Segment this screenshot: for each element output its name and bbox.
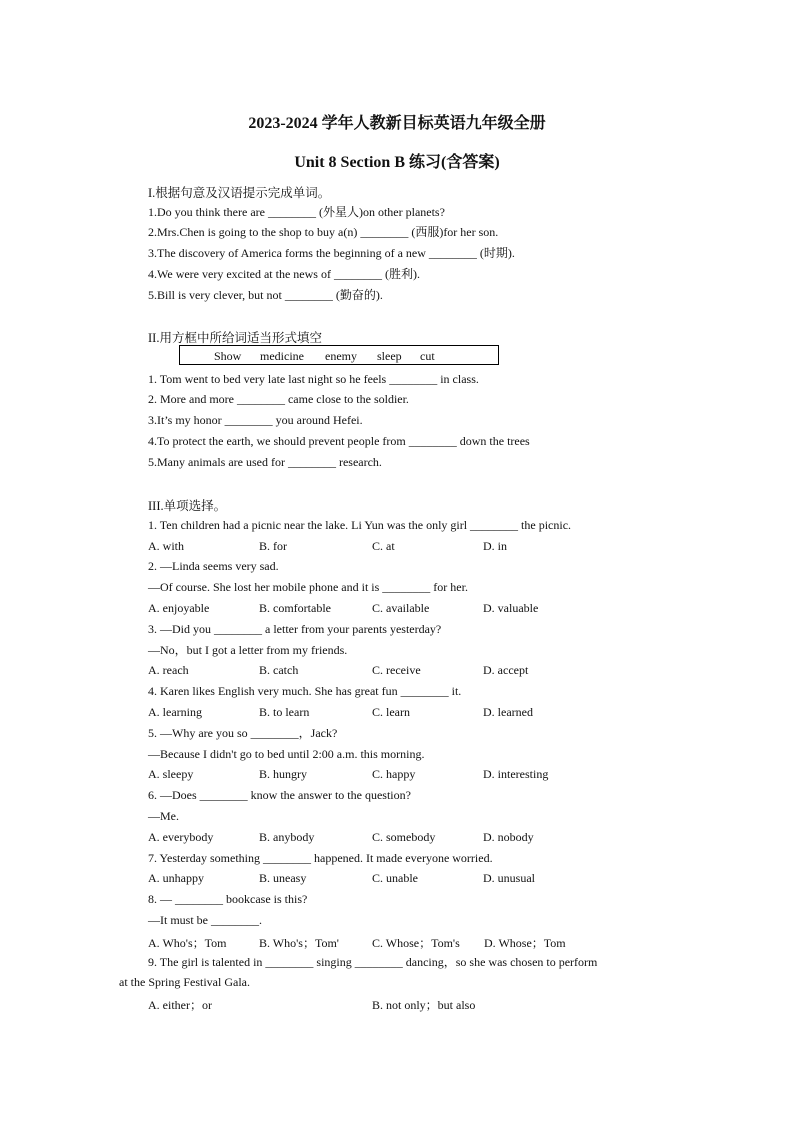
option-c: C. receive [372, 663, 421, 677]
section1-item: 5.Bill is very clever, but not ________ (勤奋的). [148, 288, 383, 302]
question-stem: 5. —Why are you so ________，Jack? [148, 726, 338, 740]
option-b: B. catch [259, 663, 299, 677]
question-stem: 7. Yesterday something ________ happened. It made everyone worried. [148, 851, 493, 865]
question-stem: —Of course. She lost her mobile phone and it is ________ for her. [148, 580, 468, 594]
option-d: D. unusual [483, 871, 535, 885]
option-a: A. unhappy [148, 871, 204, 885]
section1-item: 1.Do you think there are ________ (外星人)on other planets? [148, 205, 445, 219]
section3-heading: III.单项选择。 [148, 499, 227, 513]
option-c: C. Whose；Tom's [372, 936, 460, 950]
option-d: D. valuable [483, 601, 539, 615]
word-box-word: enemy [325, 349, 357, 363]
option-d: D. interesting [483, 767, 549, 781]
document-title: 2023-2024 学年人教新目标英语九年级全册 [248, 115, 546, 132]
question-stem: 2. —Linda seems very sad. [148, 559, 279, 573]
section1-item: 2.Mrs.Chen is going to the shop to buy a(n) ________ (西服)for her son. [148, 225, 499, 239]
option-b: B. to learn [259, 705, 310, 719]
question-stem: —Because I didn't go to bed until 2:00 a.m. this morning. [148, 747, 425, 761]
question-stem: 3. —Did you ________ a letter from your parents yesterday? [148, 622, 442, 636]
option-b: B. anybody [259, 830, 315, 844]
option-c: C. happy [372, 767, 416, 781]
question-stem: —Me. [148, 809, 179, 823]
option-b: B. uneasy [259, 871, 307, 885]
question-stem: 1. Ten children had a picnic near the lake. Li Yun was the only girl ________ the picnic. [148, 518, 572, 532]
section1-item: 4.We were very excited at the news of ________ (胜利). [148, 267, 420, 281]
section1-heading: I.根据句意及汉语提示完成单词。 [148, 186, 331, 200]
option-d: D. in [483, 539, 507, 553]
option-d: D. learned [483, 705, 533, 719]
option-a: A. everybody [148, 830, 214, 844]
question-stem: 6. —Does ________ know the answer to the question? [148, 788, 411, 802]
option-b: B. Who's；Tom' [259, 936, 339, 950]
option-a: A. either；or [148, 998, 212, 1012]
option-d: D. Whose；Tom [484, 936, 566, 950]
word-box-word: cut [420, 349, 435, 363]
option-b: B. hungry [259, 767, 307, 781]
word-box-word: medicine [260, 349, 304, 363]
question-stem: 8. — ________ bookcase is this? [148, 892, 308, 906]
option-a: A. with [148, 539, 184, 553]
question-stem: at the Spring Festival Gala. [119, 975, 250, 989]
word-box [179, 345, 499, 365]
section2-heading: II.用方框中所给词适当形式填空 [148, 331, 322, 345]
option-a: A. reach [148, 663, 189, 677]
option-c: C. unable [372, 871, 418, 885]
section2-item: 1. Tom went to bed very late last night so he feels ________ in class. [148, 372, 479, 386]
question-stem: —It must be ________. [148, 913, 262, 927]
option-a: A. enjoyable [148, 601, 210, 615]
section2-item: 3.It’s my honor ________ you around Hefei. [148, 413, 363, 427]
word-box-word: Show [214, 349, 242, 363]
question-stem: 4. Karen likes English very much. She has great fun ________ it. [148, 684, 462, 698]
option-b: B. not only；but also [372, 998, 476, 1012]
section2-item: 2. More and more ________ came close to the soldier. [148, 392, 409, 406]
option-a: A. sleepy [148, 767, 194, 781]
option-c: C. learn [372, 705, 410, 719]
section2-item: 4.To protect the earth, we should prevent people from ________ down the trees [148, 434, 530, 448]
option-c: C. available [372, 601, 430, 615]
option-c: C. somebody [372, 830, 436, 844]
document-subtitle: Unit 8 Section B 练习(含答案) [294, 154, 500, 171]
option-b: B. for [259, 539, 287, 553]
question-stem: 9. The girl is talented in ________ singing ________ dancing，so she was chosen to perform [148, 955, 598, 969]
section1-item: 3.The discovery of America forms the beginning of a new ________ (时期). [148, 246, 515, 260]
option-c: C. at [372, 539, 395, 553]
option-a: A. learning [148, 705, 202, 719]
option-b: B. comfortable [259, 601, 331, 615]
word-box-word: sleep [377, 349, 402, 363]
option-a: A. Who's；Tom [148, 936, 227, 950]
question-stem: —No，but I got a letter from my friends. [148, 643, 348, 657]
option-d: D. accept [483, 663, 529, 677]
section2-item: 5.Many animals are used for ________ research. [148, 455, 382, 469]
option-d: D. nobody [483, 830, 534, 844]
